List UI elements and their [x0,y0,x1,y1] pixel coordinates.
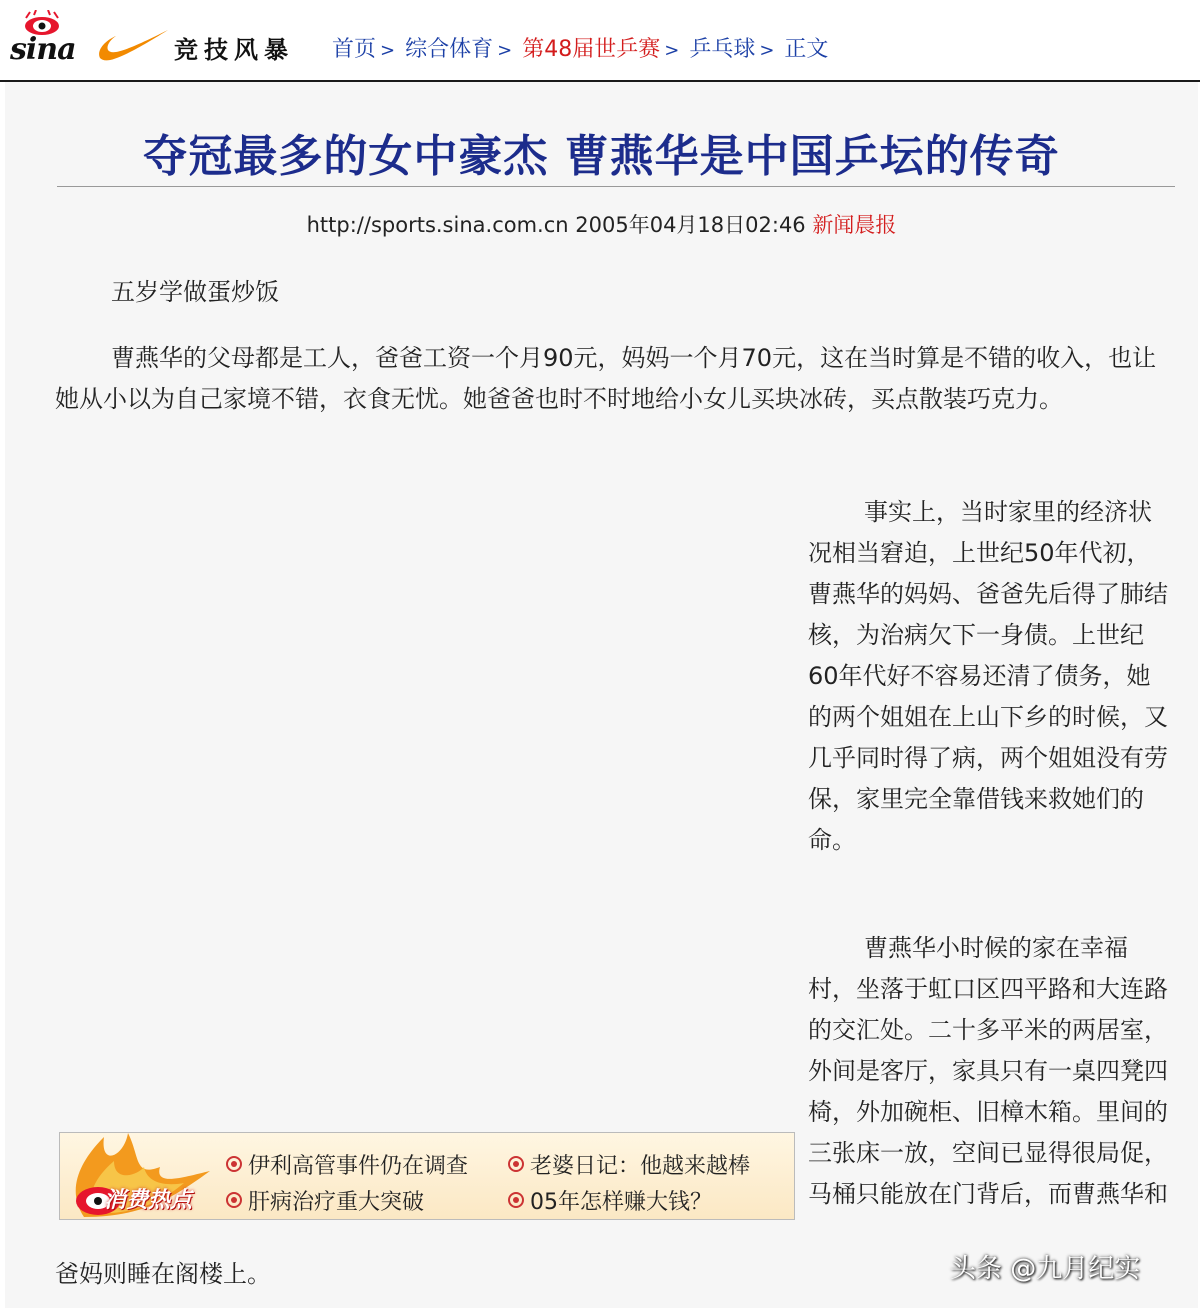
breadcrumb-current[interactable]: 正文 [784,37,829,62]
ad-link[interactable]: 老婆日记：他越来越棒 [508,1149,750,1185]
sina-wordmark: sina [10,32,76,67]
ad-link[interactable]: 伊利高管事件仍在调查 [226,1149,508,1185]
breadcrumb-home[interactable]: 首页 [332,37,377,62]
site-header [0,0,1200,82]
article-paragraph: 爸妈则睡在阁楼上。 [55,1260,271,1288]
breadcrumb-table-tennis[interactable]: 乒乓球 [689,37,756,62]
article-subheading: 五岁学做蛋炒饭 [111,278,279,306]
sina-logo[interactable] [8,10,308,70]
article-title: 夺冠最多的女中豪杰 曹燕华是中国乒坛的传奇 [143,131,1060,182]
bullet-icon [508,1192,524,1208]
ad-link[interactable]: 肝病治疗重大突破 [226,1185,508,1221]
article-content [5,82,1198,1308]
bullet-icon [226,1156,242,1172]
breadcrumb [332,32,828,63]
breadcrumb-separator: > [664,40,680,61]
breadcrumb-sports[interactable]: 综合体育 [405,37,494,62]
toutiao-watermark: 头条 @九月纪实 [950,1254,1141,1284]
swoosh-icon [98,24,170,64]
consumer-hotspot-ad [59,1132,795,1220]
bullet-icon [508,1156,524,1172]
article-meta [5,209,1198,239]
article-paragraph: 事实上，当时家里的经济状况相当窘迫，上世纪50年代初，曹燕华的妈妈、爸爸先后得了肺结核，为治病欠下一身债。上世纪60年代好不容易还清了债务，她的两个姐姐在上山下乡的时候，又几乎同时得了病，两个姐姐没有劳保，家里完全靠借钱来救她们的命。 [808,498,1168,854]
breadcrumb-separator: > [759,40,775,61]
publish-date: 2005年04月18日02:46 [575,213,806,237]
brand-name: 竞技风暴 [174,36,294,64]
hotspot-logo-text: 消费热点 [104,1188,193,1213]
source-url: http://sports.sina.com.cn [306,213,569,237]
source-name-link[interactable]: 新闻晨报 [812,213,897,237]
article-paragraph: 曹燕华小时候的家在幸福村，坐落于虹口区四平路和大连路的交汇处。二十多平米的两居室，外间是客厅，家具只有一桌四凳四椅，外加碗柜、旧樟木箱。里间的三张床一放，空间已显得很局促，马桶只能放在门背后，而曹燕华和 [808,934,1168,1208]
breadcrumb-separator: > [380,40,396,61]
title-divider [57,186,1175,187]
bullet-icon [226,1192,242,1208]
ad-link-list [226,1149,750,1221]
breadcrumb-world-championship[interactable]: 第48届世乒赛 [522,37,661,62]
article-paragraph: 曹燕华的父母都是工人，爸爸工资一个月90元，妈妈一个月70元，这在当时算是不错的收入，也让她从小以为自己家境不错，衣食无忧。她爸爸也时不时地给小女儿买块冰砖，买点散装巧克力。 [55,344,1157,413]
breadcrumb-separator: > [497,40,513,61]
ad-link[interactable]: 05年怎样赚大钱？ [508,1185,712,1221]
